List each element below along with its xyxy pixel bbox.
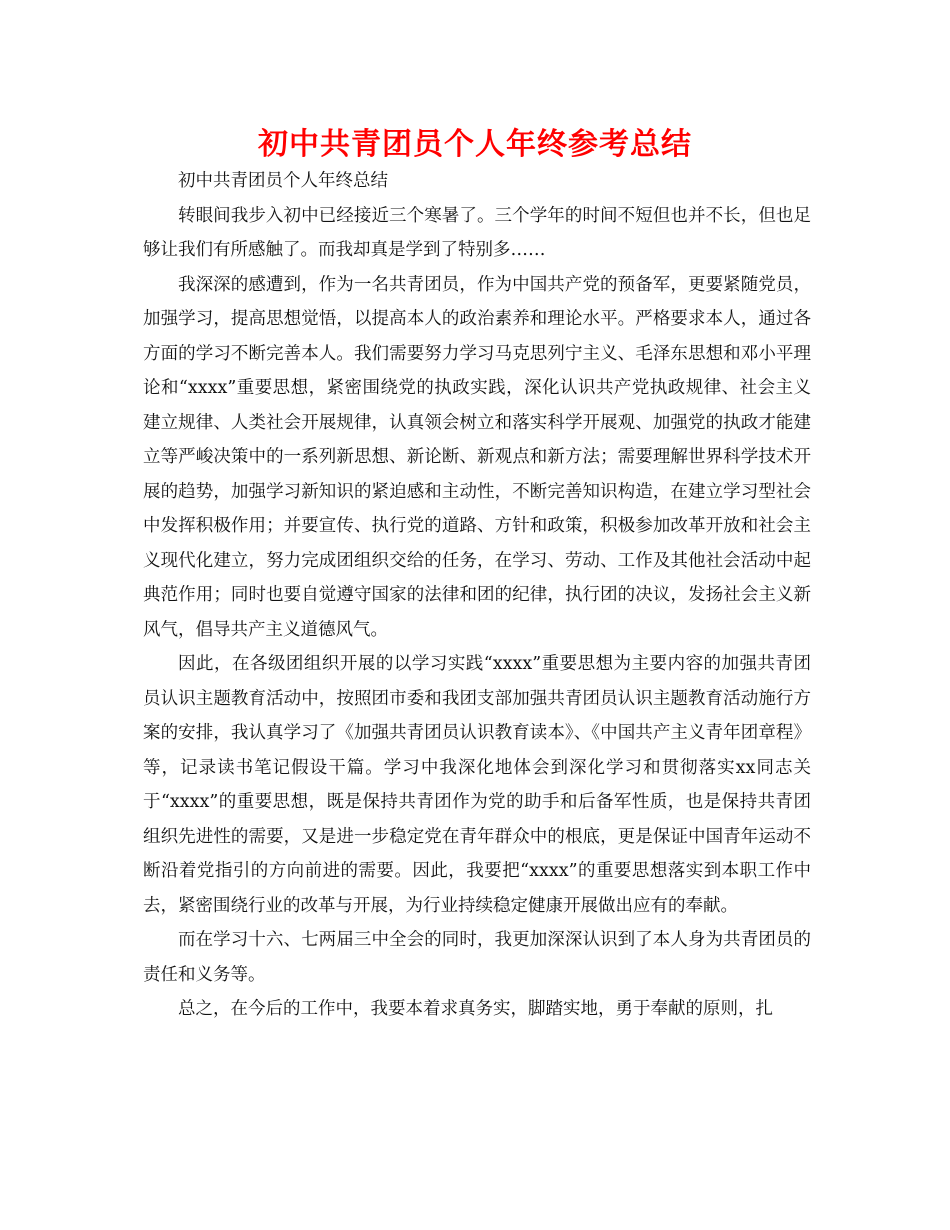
paragraph: 因此，在各级团组织开展的以学习实践“xxxx”重要思想为主要内容的加强共青团员认识主题教育活动中，按照团市委和我团支部加强共青团员认识主题教育活动施行方案的安排，我认真学习了《加强共青团员认识教育读本》、《中国共产主义青年团章程》等，记录读书笔记假设干篇。学习中我深化地体会到深化学习和贯彻落实xx同志关于“xxxx”的重要思想，既是保持共青团作为党的助手和后备军性质，也是保持共青团组织先进性的需要，又是进一步稳定党在青年群众中的根底，更是保证中国青年运动不断沿着党指引的方向前进的需要。因此，我要把“xxxx”的重要思想落实到本职工作中去，紧密围绕行业的改革与开展，为行业持续稳定健康开展做出应有的奉献。: [143, 654, 811, 916]
document-body: [143, 164, 811, 1027]
paragraph: 而在学习十六、七两届三中全会的同时，我更加深深认识到了本人身为共青团员的责任和义务等。: [143, 930, 811, 985]
paragraph-subtitle: 初中共青团员个人年终总结: [178, 171, 388, 191]
document-title: 初中共青团员个人年终参考总结: [258, 127, 692, 162]
paragraph: 我深深的感遭到，作为一名共青团员，作为中国共产党的预备军，更要紧随党员，加强学习，提高思想觉悟，以提高本人的政治素养和理论水平。严格要求本人，通过各方面的学习不断完善本人。我们需要努力学习马克思列宁主义、毛泽东思想和邓小平理论和“xxxx”重要思想，紧密围绕党的执政实践，深化认识共产党执政规律、社会主义建立规律、人类社会开展规律，认真领会树立和落实科学开展观、加强党的执政才能建立等严峻决策中的一系列新思想、新论断、新观点和新方法；需要理解世界科学技术开展的趋势，加强学习新知识的紧迫感和主动性，不断完善知识构造，在建立学习型社会中发挥积极作用；并要宣传、执行党的道路、方针和政策，积极参加改革开放和社会主义现代化建立，努力完成团组织交给的任务，在学习、劳动、工作及其他社会活动中起典范作用；同时也要自觉遵守国家的法律和团的纪律，执行团的决议，发扬社会主义新风气，倡导共产主义道德风气。: [143, 274, 811, 640]
paragraph: 总之，在今后的工作中，我要本着求真务实，脚踏实地，勇于奉献的原则，扎: [178, 999, 773, 1019]
paragraph: 转眼间我步入初中已经接近三个寒暑了。三个学年的时间不短但也并不长，但也足够让我们有所感触了。而我却真是学到了特别多……: [143, 205, 811, 260]
